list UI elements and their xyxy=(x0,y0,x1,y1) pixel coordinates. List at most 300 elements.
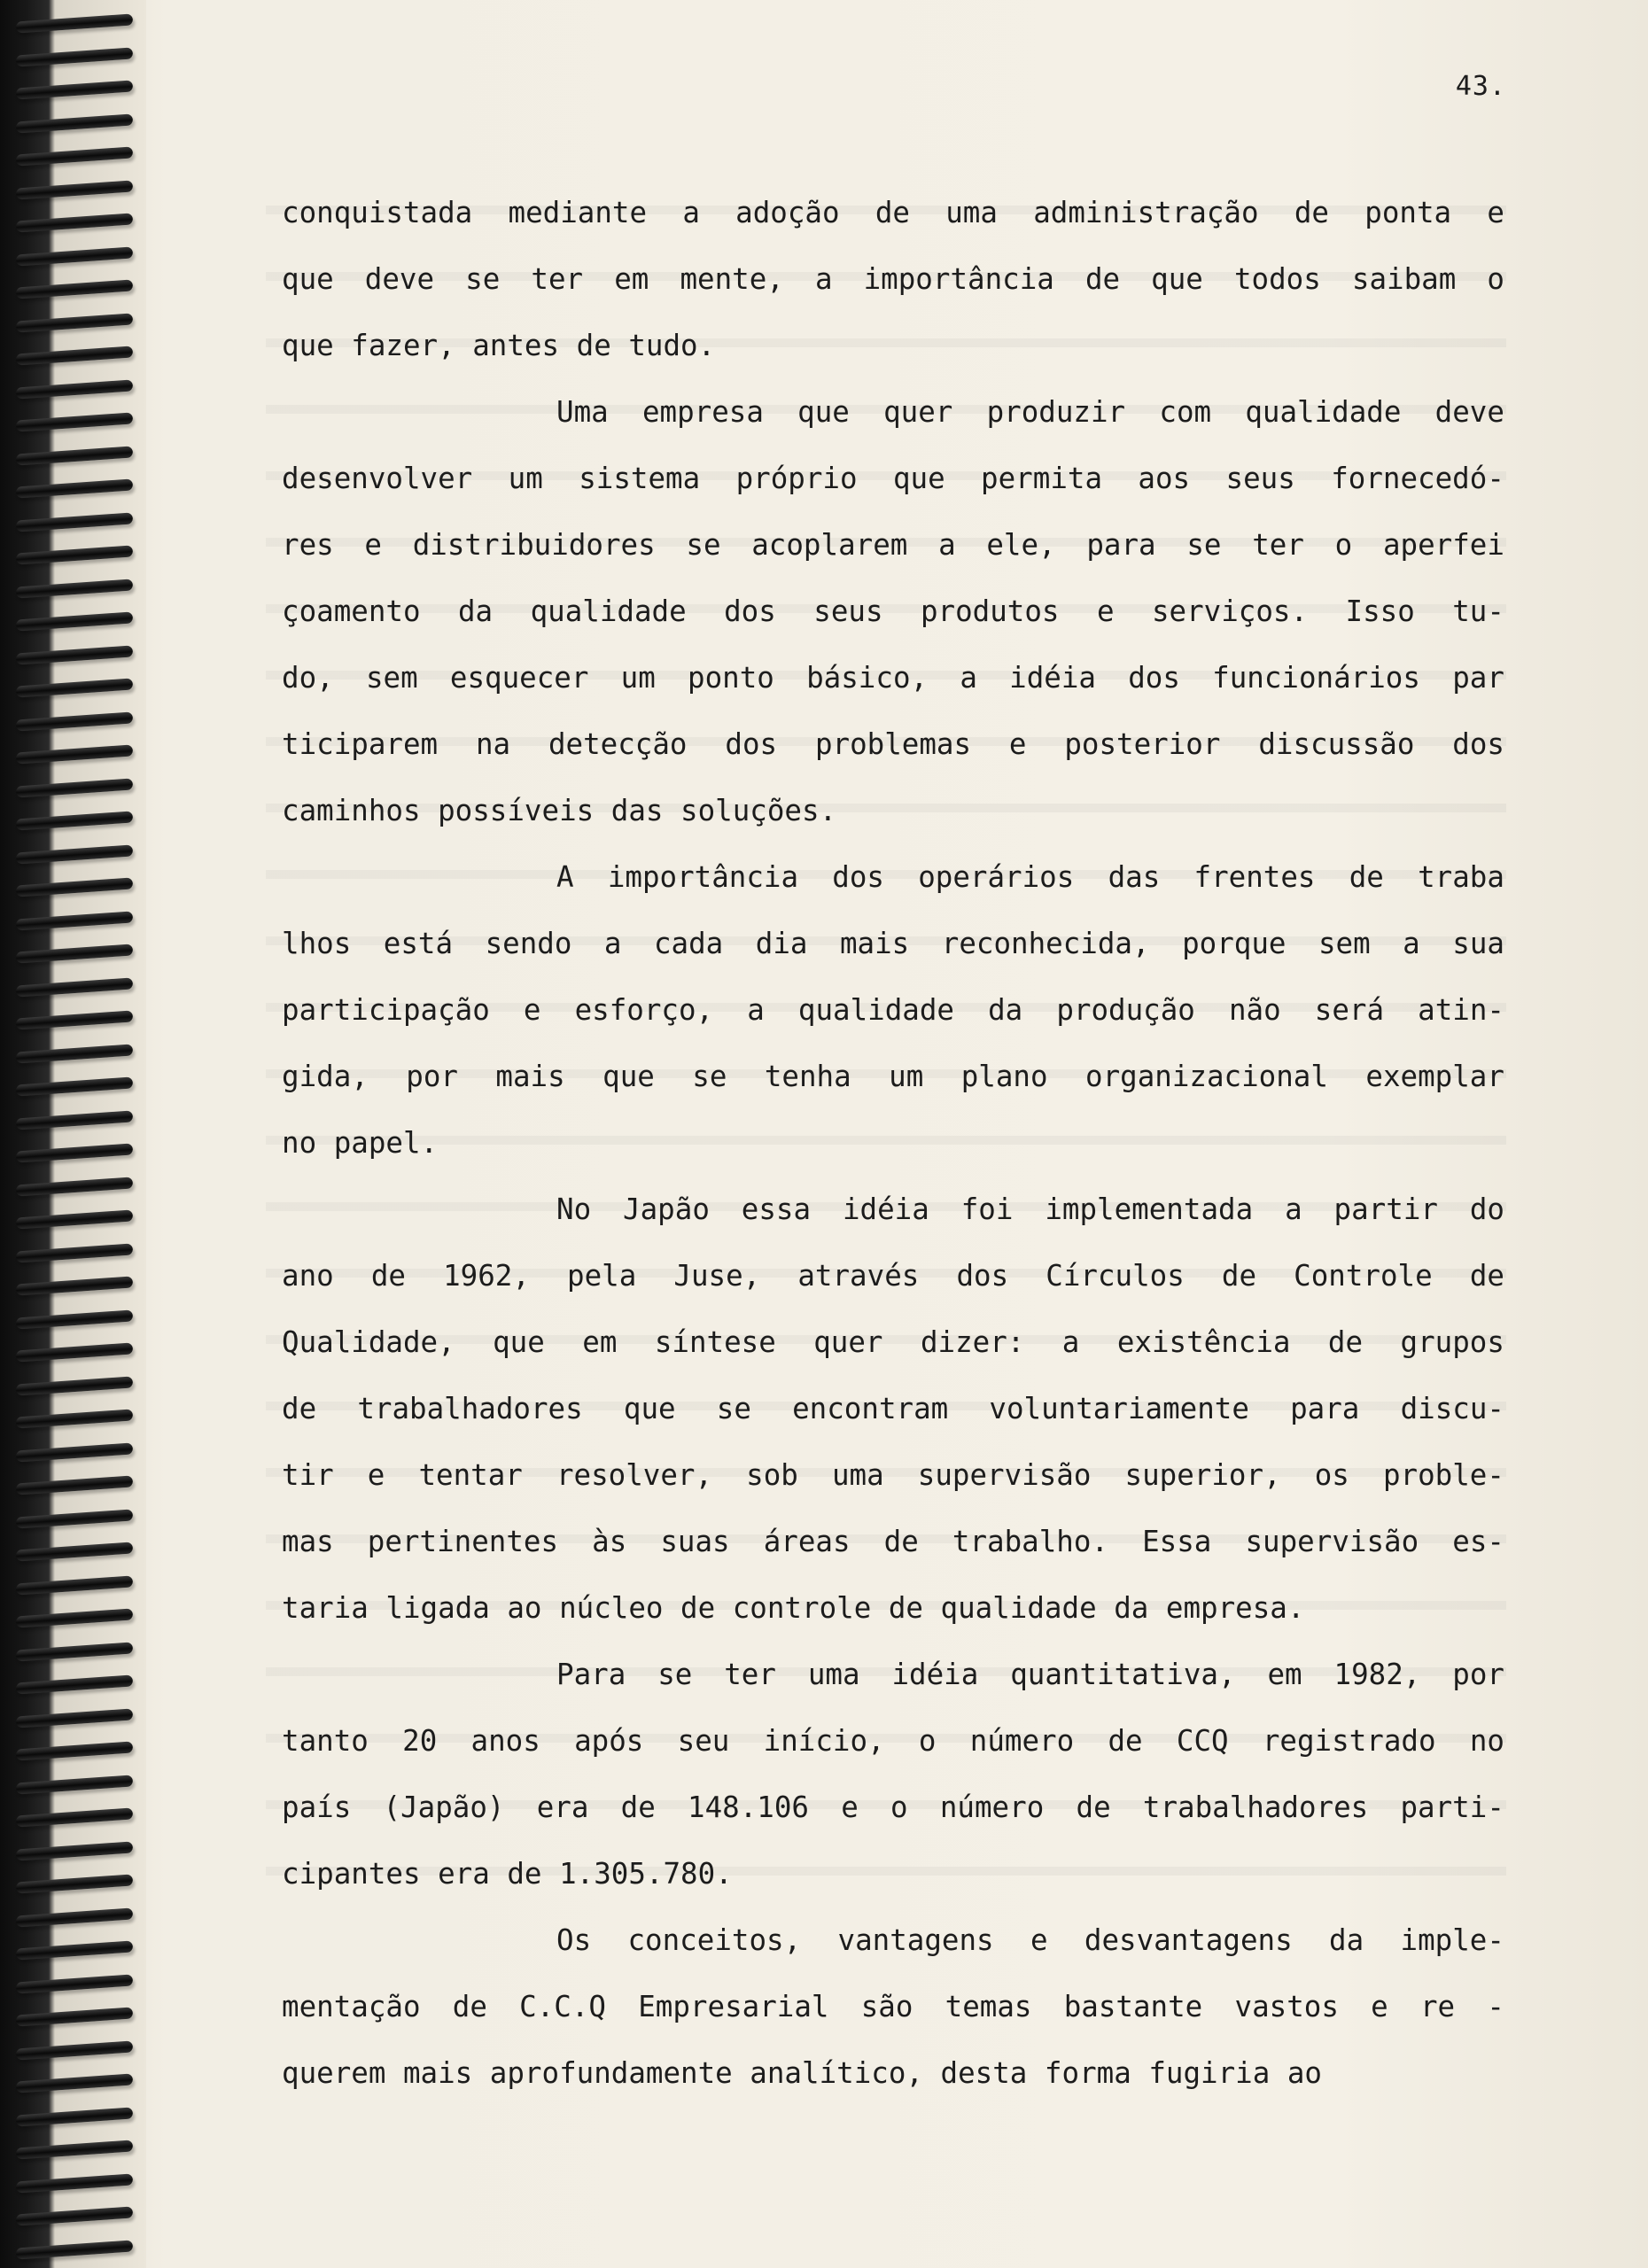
binding-coil xyxy=(16,1376,134,1395)
word: es- xyxy=(1452,1525,1504,1558)
word: de xyxy=(1108,1724,1143,1758)
word: importância xyxy=(607,860,799,894)
binding-coil xyxy=(16,1741,134,1760)
word: no xyxy=(1469,1724,1504,1758)
word: Juse, xyxy=(673,1259,761,1293)
word: Essa xyxy=(1142,1525,1212,1558)
binding-coil xyxy=(16,2073,134,2093)
word: dos xyxy=(1452,727,1504,761)
word: bastante xyxy=(1063,1990,1203,2023)
word: após xyxy=(574,1724,644,1758)
word: será xyxy=(1314,993,1385,1027)
text-line xyxy=(282,1783,1504,1849)
word: número xyxy=(939,1790,1045,1824)
binding-coil xyxy=(16,146,134,166)
binding-coil xyxy=(16,1475,134,1495)
binding-coil xyxy=(16,2040,134,2060)
word: 148.106 xyxy=(688,1790,809,1824)
binding-coil xyxy=(16,1874,134,1893)
word: próprio xyxy=(735,462,858,495)
word: o xyxy=(890,1790,908,1824)
word: de xyxy=(1469,1259,1504,1293)
binding-coil xyxy=(16,711,134,731)
text-line xyxy=(282,1317,1504,1384)
word: mentação xyxy=(282,1990,421,2023)
word: em xyxy=(1267,1658,1302,1691)
word: conquistada xyxy=(282,196,473,229)
text-line xyxy=(282,852,1504,919)
word: 20 xyxy=(402,1724,438,1758)
word: fornecedó- xyxy=(1331,462,1504,495)
word: de xyxy=(883,1525,919,1558)
word: que xyxy=(892,462,945,495)
word: se xyxy=(1186,528,1222,562)
binding-coil xyxy=(16,1010,134,1029)
word: plano xyxy=(960,1060,1048,1093)
word: A xyxy=(556,860,574,894)
binding-coil xyxy=(16,1342,134,1362)
text-line: no papel. xyxy=(282,1126,439,1160)
word: que xyxy=(493,1325,545,1359)
word: grupos xyxy=(1400,1325,1504,1359)
word: com xyxy=(1159,395,1212,429)
word: parti- xyxy=(1400,1790,1504,1824)
word: Qualidade, xyxy=(282,1325,455,1359)
binding-coil xyxy=(16,2206,134,2225)
text-line xyxy=(282,1650,1504,1716)
binding-coil xyxy=(16,1807,134,1827)
word: dos xyxy=(956,1259,1009,1293)
word: frentes xyxy=(1193,860,1316,894)
binding-coil xyxy=(16,113,134,133)
word: deve xyxy=(1434,395,1504,429)
word: qualidade xyxy=(1245,395,1402,429)
word: desenvolver xyxy=(282,462,473,495)
text-line xyxy=(282,520,1504,586)
word: essa xyxy=(741,1192,812,1226)
binding-coil xyxy=(16,1044,134,1063)
word: discussão xyxy=(1258,727,1415,761)
text-line: caminhos possíveis das soluções. xyxy=(282,794,837,827)
binding-coil xyxy=(16,1409,134,1428)
word: por xyxy=(1452,1658,1504,1691)
binding-coil xyxy=(16,2107,134,2126)
word: de xyxy=(1084,262,1121,296)
word: das xyxy=(1108,860,1161,894)
word: a xyxy=(1285,1192,1302,1226)
binding-coil xyxy=(16,446,134,465)
word: a xyxy=(1061,1325,1080,1359)
text-line xyxy=(282,1052,1504,1118)
binding-coil xyxy=(16,2173,134,2193)
binding-coil xyxy=(16,412,134,431)
word: desvantagens xyxy=(1084,1923,1293,1957)
paragraph xyxy=(282,1650,1504,1915)
word: e xyxy=(1008,727,1027,761)
text-line xyxy=(282,188,1504,254)
word: ter xyxy=(724,1658,776,1691)
word: traba xyxy=(1418,860,1504,894)
text-line: querem mais aprofundamente analítico, desta forma fugiria ao xyxy=(282,2056,1322,2090)
text-line: taria ligada ao núcleo de controle de qualidade da empresa. xyxy=(282,1591,1305,1625)
word: um xyxy=(508,462,543,495)
word: mais xyxy=(495,1060,565,1093)
binding-coil xyxy=(16,1177,134,1196)
word: o xyxy=(918,1724,937,1758)
binding-coil xyxy=(16,1775,134,1794)
word: ticiparem xyxy=(282,727,439,761)
text-line xyxy=(282,1184,1504,1251)
word: através xyxy=(797,1259,920,1293)
binding-coil xyxy=(16,1309,134,1329)
word: a xyxy=(814,262,833,296)
binding-coil xyxy=(16,977,134,997)
word: aperfei xyxy=(1382,528,1504,562)
word: e xyxy=(1487,196,1504,229)
word: para xyxy=(1086,528,1156,562)
binding-coil xyxy=(16,512,134,532)
word: pertinentes xyxy=(367,1525,559,1558)
binding-coil xyxy=(16,213,134,232)
binding-coil xyxy=(16,1940,134,1960)
word: sob xyxy=(746,1458,798,1492)
word: tanto xyxy=(282,1724,369,1758)
word: da xyxy=(1329,1923,1364,1957)
text-line xyxy=(282,1384,1504,1450)
word: acoplarem xyxy=(751,528,908,562)
binding-coil xyxy=(16,1575,134,1595)
word: da xyxy=(457,594,494,628)
binding-coil xyxy=(16,1642,134,1661)
word: ano xyxy=(282,1259,334,1293)
word: funcionários xyxy=(1212,661,1420,695)
word: às xyxy=(592,1525,627,1558)
word: produção xyxy=(1056,993,1195,1027)
word: e xyxy=(1030,1923,1048,1957)
word: res xyxy=(282,528,334,562)
word: a xyxy=(938,528,956,562)
word: os xyxy=(1314,1458,1349,1492)
word: na xyxy=(475,727,511,761)
word: seus xyxy=(813,594,883,628)
text-line xyxy=(282,985,1504,1052)
word: que xyxy=(797,395,850,429)
binding-coil xyxy=(16,478,134,498)
binding-coil xyxy=(16,346,134,365)
word: seus xyxy=(1225,462,1295,495)
word: temas xyxy=(944,1990,1032,2023)
word: superior, xyxy=(1124,1458,1281,1492)
word: idéia xyxy=(891,1658,979,1691)
word: - xyxy=(1487,1990,1504,2023)
word: em xyxy=(582,1325,618,1359)
word: de xyxy=(1221,1259,1257,1293)
word: çoamento xyxy=(282,594,421,628)
paragraph xyxy=(282,852,1504,1184)
binding-coil xyxy=(16,1243,134,1262)
text-line xyxy=(282,1450,1504,1517)
word: qualidade xyxy=(797,993,954,1027)
word: síntese xyxy=(654,1325,776,1359)
binding-coil xyxy=(16,2140,134,2159)
word: sistema xyxy=(579,462,701,495)
word: problemas xyxy=(814,727,972,761)
word: esforço, xyxy=(574,993,714,1027)
word: a xyxy=(1403,927,1420,960)
word: lhos xyxy=(282,927,352,960)
word: de xyxy=(282,1392,317,1425)
word: que xyxy=(623,1392,676,1425)
word: seu xyxy=(677,1724,730,1758)
word: trabalhadores xyxy=(1142,1790,1369,1824)
word: Controle xyxy=(1294,1259,1433,1293)
word: e xyxy=(367,1458,385,1492)
word: cada xyxy=(653,927,724,960)
binding-coil xyxy=(16,2240,134,2259)
text-line xyxy=(282,254,1504,321)
word: deve xyxy=(364,262,435,296)
word: ponto xyxy=(688,661,774,695)
word: Empresarial xyxy=(638,1990,829,2023)
word: anos xyxy=(470,1724,540,1758)
binding-coil xyxy=(16,379,134,399)
word: resolver, xyxy=(556,1458,713,1492)
word: discu- xyxy=(1400,1392,1504,1425)
binding-coil xyxy=(16,1674,134,1694)
word: existência xyxy=(1116,1325,1291,1359)
word: a xyxy=(960,661,977,695)
word: ele, xyxy=(986,528,1056,562)
word: se xyxy=(692,1060,727,1093)
text-line: cipantes era de 1.305.780. xyxy=(282,1857,733,1891)
text-line xyxy=(282,919,1504,985)
word: produtos xyxy=(920,594,1060,628)
word: Para xyxy=(556,1658,626,1691)
binding-coil xyxy=(16,180,134,199)
binding-coil xyxy=(16,1907,134,1927)
word: tu- xyxy=(1452,594,1504,628)
text-line xyxy=(282,1517,1504,1583)
word: permita xyxy=(981,462,1103,495)
word: administração xyxy=(1033,196,1259,229)
binding-coil xyxy=(16,645,134,664)
word: todos xyxy=(1233,262,1321,296)
word: trabalho. xyxy=(952,1525,1109,1558)
word: participação xyxy=(282,993,490,1027)
word: quer xyxy=(813,1325,883,1359)
binding-coil xyxy=(16,313,134,332)
word: conceitos, xyxy=(627,1923,802,1957)
word: ter xyxy=(531,262,584,296)
word: e xyxy=(1371,1990,1388,2023)
word: sem xyxy=(1318,927,1371,960)
word: operários xyxy=(918,860,1075,894)
word: era xyxy=(536,1790,589,1824)
binding-coil xyxy=(16,678,134,697)
word: exemplar xyxy=(1365,1060,1504,1093)
binding-coil xyxy=(16,246,134,266)
word: se xyxy=(716,1392,751,1425)
word: ponta xyxy=(1364,196,1452,229)
word: mente, xyxy=(680,262,784,296)
binding-coil xyxy=(16,1509,134,1528)
word: se xyxy=(465,262,501,296)
word: mediante xyxy=(508,196,648,229)
word: dia xyxy=(755,927,808,960)
word: atin- xyxy=(1418,993,1504,1027)
word: se xyxy=(657,1658,693,1691)
binding-coil xyxy=(16,1841,134,1860)
word: Uma xyxy=(556,395,609,429)
text-line xyxy=(282,454,1504,520)
word: está xyxy=(383,927,454,960)
word: Os xyxy=(556,1923,592,1957)
word: Isso xyxy=(1345,594,1415,628)
binding-coil xyxy=(16,1076,134,1096)
word: saibam xyxy=(1351,262,1457,296)
word: aos xyxy=(1138,462,1191,495)
word: um xyxy=(889,1060,924,1093)
binding-coil xyxy=(16,1276,134,1295)
word: esquecer xyxy=(449,661,589,695)
word: supervisão xyxy=(917,1458,1092,1492)
word: de xyxy=(1076,1790,1111,1824)
binding-coil xyxy=(16,911,134,930)
word: vastos xyxy=(1234,1990,1339,2023)
word: sendo xyxy=(485,927,572,960)
binding-coil xyxy=(16,2007,134,2026)
word: voluntariamente xyxy=(989,1392,1249,1425)
binding-coil xyxy=(16,877,134,897)
binding-coil xyxy=(16,1209,134,1229)
word: a xyxy=(747,993,765,1027)
binding-coil xyxy=(16,1542,134,1561)
word: de xyxy=(1294,196,1329,229)
word: CCQ xyxy=(1176,1724,1229,1758)
word: re xyxy=(1419,1990,1456,2023)
word: que xyxy=(282,262,334,296)
binding-coil xyxy=(16,579,134,598)
word: áreas xyxy=(763,1525,851,1558)
word: organizacional xyxy=(1085,1060,1328,1093)
word: pela xyxy=(567,1259,637,1293)
word: da xyxy=(988,993,1023,1027)
word: supervisão xyxy=(1245,1525,1419,1558)
word: produzir xyxy=(986,395,1126,429)
text-line xyxy=(282,1915,1504,1982)
word: C.C.Q xyxy=(519,1990,606,2023)
word: mas xyxy=(282,1525,334,1558)
binding-coil xyxy=(16,944,134,963)
binding-coil xyxy=(16,1110,134,1130)
binding-coil xyxy=(16,545,134,564)
word: adoção xyxy=(735,196,840,229)
word: que xyxy=(1151,262,1203,296)
word: tenha xyxy=(764,1060,851,1093)
paragraph xyxy=(282,1184,1504,1650)
word: 1962, xyxy=(443,1259,530,1293)
word: tir xyxy=(282,1458,334,1492)
word: não xyxy=(1228,993,1281,1027)
word: Japão xyxy=(623,1192,710,1226)
paragraph xyxy=(282,387,1504,852)
word: para xyxy=(1290,1392,1360,1425)
binding-coil xyxy=(16,80,134,99)
binding-coil xyxy=(16,1143,134,1162)
word: de xyxy=(875,196,910,229)
word: 1982, xyxy=(1333,1658,1421,1691)
word: número xyxy=(969,1724,1075,1758)
text-line xyxy=(282,1251,1504,1317)
binding-coil xyxy=(16,778,134,797)
word: e xyxy=(523,993,541,1027)
word: se xyxy=(686,528,721,562)
word: posterior xyxy=(1064,727,1221,761)
word: tentar xyxy=(418,1458,523,1492)
word: dos xyxy=(832,860,884,894)
word: distribuidores xyxy=(412,528,656,562)
word: e xyxy=(364,528,382,562)
word: uma xyxy=(831,1458,884,1492)
word: proble- xyxy=(1382,1458,1504,1492)
word: encontram xyxy=(792,1392,949,1425)
word: do xyxy=(1469,1192,1504,1226)
word: gida, xyxy=(282,1060,369,1093)
word: porque xyxy=(1182,927,1287,960)
word: foi xyxy=(960,1192,1014,1226)
word: de xyxy=(370,1259,406,1293)
text-line xyxy=(282,719,1504,786)
word: (Japão) xyxy=(383,1790,505,1824)
word: detecção xyxy=(548,727,688,761)
spiral-binding xyxy=(0,0,146,2268)
word: partir xyxy=(1333,1192,1438,1226)
word: Círculos xyxy=(1046,1259,1185,1293)
word: serviços. xyxy=(1151,594,1309,628)
binding-coil xyxy=(16,744,134,764)
word: de xyxy=(1349,860,1384,894)
word: dos xyxy=(725,727,778,761)
word: do, xyxy=(282,661,334,695)
word: trabalhadores xyxy=(357,1392,583,1425)
word: par xyxy=(1452,661,1504,695)
word: dos xyxy=(724,594,776,628)
word: sem xyxy=(365,661,418,695)
text-line xyxy=(282,387,1504,454)
binding-coil xyxy=(16,611,134,631)
text-line xyxy=(282,1982,1504,2048)
word: país xyxy=(282,1790,352,1824)
word: dos xyxy=(1128,661,1180,695)
word: por xyxy=(406,1060,458,1093)
binding-coil xyxy=(16,811,134,830)
word: a xyxy=(682,196,700,229)
word: dizer: xyxy=(920,1325,1025,1359)
binding-coil xyxy=(16,279,134,299)
word: básico, xyxy=(806,661,929,695)
word: de xyxy=(620,1790,656,1824)
word: empresa xyxy=(641,395,764,429)
word: idéia xyxy=(842,1192,929,1226)
word: de xyxy=(1327,1325,1364,1359)
word: o xyxy=(1487,262,1504,296)
word: uma xyxy=(945,196,998,229)
word: importância xyxy=(863,262,1054,296)
word: qualidade xyxy=(530,594,687,628)
word: e xyxy=(841,1790,859,1824)
word: quer xyxy=(883,395,953,429)
text-line xyxy=(282,586,1504,653)
